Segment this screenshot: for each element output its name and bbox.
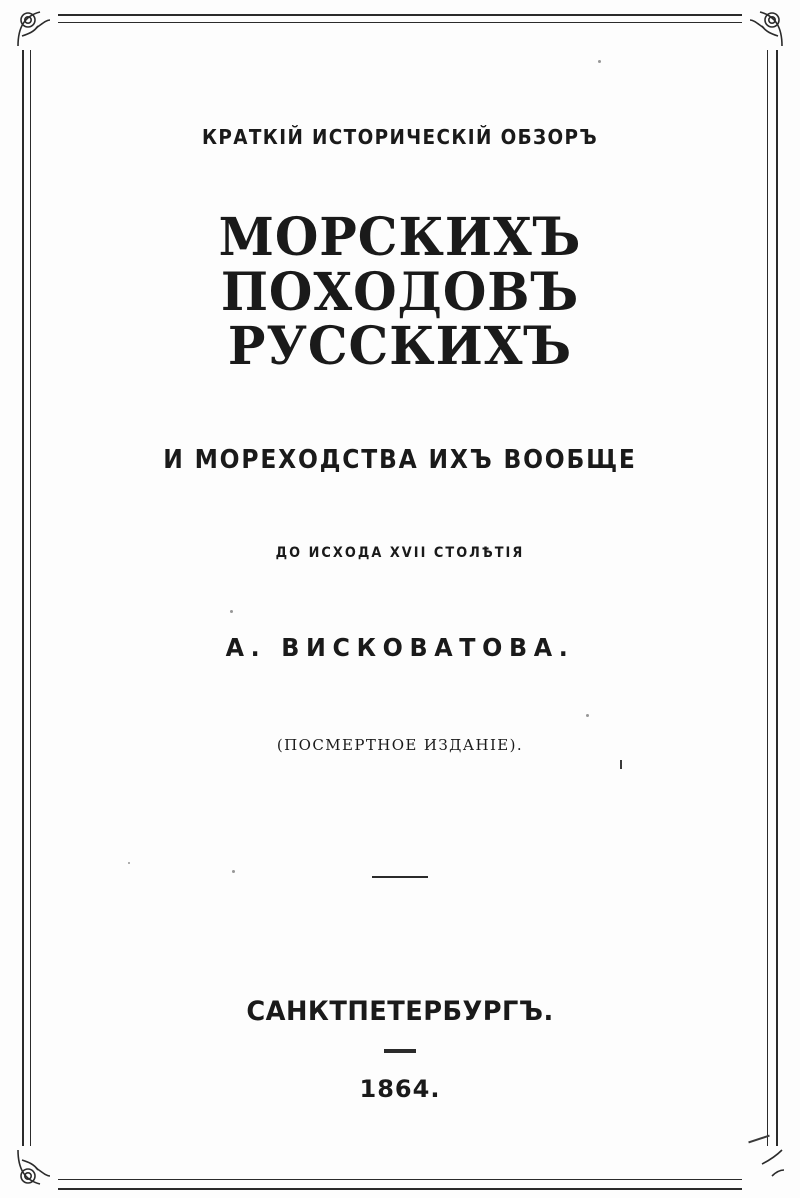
page-title: МОРСКИХЪ ПОХОДОВЪ РУССКИХЪ	[218, 207, 582, 378]
divider-rule-short	[384, 1049, 416, 1053]
scan-speck	[128, 862, 130, 864]
author-name: А. ВИСКОВАТОВА.	[225, 632, 575, 662]
subtitle: И МОРЕХОДСТВА ИХЪ ВООБЩЕ	[163, 444, 637, 475]
publication-city: САНКТПЕТЕРБУРГЪ.	[246, 995, 554, 1027]
scan-speck	[230, 610, 233, 613]
edition-note: (ПОСМЕРТНОЕ ИЗДАНІЕ).	[276, 735, 524, 754]
period-note: ДО ИСХОДА XVII СТОЛѢТІЯ	[275, 544, 525, 561]
corner-ornament-top-left	[14, 6, 58, 50]
corner-ornament-top-right	[742, 6, 786, 50]
scan-artifact	[620, 760, 622, 769]
scan-speck	[598, 60, 601, 63]
scan-speck	[232, 870, 235, 873]
scan-speck	[586, 714, 589, 717]
supertitle: КРАТКІЙ ИСТОРИЧЕСКІЙ ОБЗОРЪ	[201, 125, 599, 149]
title-block	[60, 60, 740, 1103]
publication-year: 1864.	[359, 1074, 441, 1103]
divider-rule	[372, 876, 428, 878]
corner-ornament-bottom-right	[742, 1146, 786, 1190]
corner-ornament-bottom-left	[14, 1146, 58, 1190]
